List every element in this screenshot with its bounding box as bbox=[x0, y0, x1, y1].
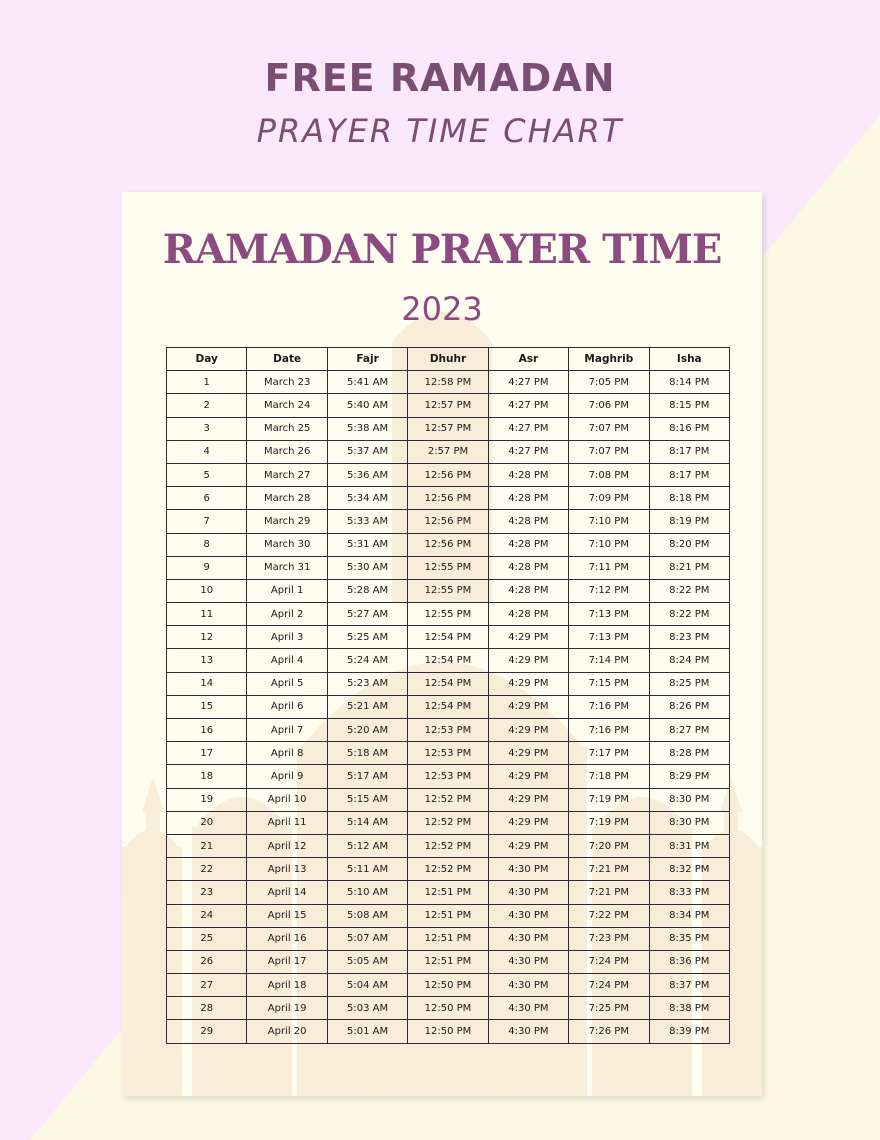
table-row bbox=[167, 950, 730, 973]
table-cell-maghrib: 7:13 PM bbox=[569, 626, 649, 649]
table-row bbox=[167, 834, 730, 857]
table-cell-date: April 10 bbox=[247, 788, 327, 811]
table-cell-maghrib: 7:08 PM bbox=[569, 463, 649, 486]
table-cell-fajr: 5:21 AM bbox=[327, 695, 407, 718]
prayer-time-sheet bbox=[122, 192, 762, 1096]
table-cell-isha: 8:19 PM bbox=[649, 510, 729, 533]
table-cell-day: 29 bbox=[167, 1020, 247, 1043]
table-cell-isha: 8:22 PM bbox=[649, 603, 729, 626]
table-cell-isha: 8:28 PM bbox=[649, 742, 729, 765]
table-cell-asr: 4:29 PM bbox=[488, 626, 568, 649]
column-header-fajr: Fajr bbox=[327, 348, 407, 371]
table-cell-dhuhr: 12:57 PM bbox=[408, 417, 488, 440]
table-cell-fajr: 5:33 AM bbox=[327, 510, 407, 533]
table-cell-dhuhr: 12:56 PM bbox=[408, 510, 488, 533]
table-cell-date: March 29 bbox=[247, 510, 327, 533]
table-cell-dhuhr: 12:54 PM bbox=[408, 672, 488, 695]
table-cell-fajr: 5:31 AM bbox=[327, 533, 407, 556]
table-cell-maghrib: 7:19 PM bbox=[569, 811, 649, 834]
table-cell-date: March 28 bbox=[247, 487, 327, 510]
column-header-asr: Asr bbox=[488, 348, 568, 371]
table-row bbox=[167, 487, 730, 510]
table-cell-asr: 4:29 PM bbox=[488, 695, 568, 718]
table-cell-day: 11 bbox=[167, 603, 247, 626]
table-cell-dhuhr: 12:54 PM bbox=[408, 626, 488, 649]
table-cell-isha: 8:25 PM bbox=[649, 672, 729, 695]
table-cell-isha: 8:27 PM bbox=[649, 719, 729, 742]
table-cell-maghrib: 7:06 PM bbox=[569, 394, 649, 417]
table-cell-isha: 8:34 PM bbox=[649, 904, 729, 927]
table-cell-date: April 11 bbox=[247, 811, 327, 834]
table-cell-maghrib: 7:18 PM bbox=[569, 765, 649, 788]
table-cell-maghrib: 7:19 PM bbox=[569, 788, 649, 811]
table-cell-asr: 4:29 PM bbox=[488, 649, 568, 672]
table-cell-dhuhr: 12:52 PM bbox=[408, 788, 488, 811]
table-cell-date: April 14 bbox=[247, 881, 327, 904]
table-cell-dhuhr: 12:55 PM bbox=[408, 603, 488, 626]
table-cell-asr: 4:30 PM bbox=[488, 904, 568, 927]
table-cell-date: March 25 bbox=[247, 417, 327, 440]
table-cell-dhuhr: 12:56 PM bbox=[408, 487, 488, 510]
table-cell-date: March 27 bbox=[247, 463, 327, 486]
column-header-isha: Isha bbox=[649, 348, 729, 371]
table-cell-fajr: 5:17 AM bbox=[327, 765, 407, 788]
table-cell-maghrib: 7:23 PM bbox=[569, 927, 649, 950]
table-row bbox=[167, 695, 730, 718]
table-cell-fajr: 5:18 AM bbox=[327, 742, 407, 765]
table-cell-fajr: 5:28 AM bbox=[327, 579, 407, 602]
table-row bbox=[167, 765, 730, 788]
table-row bbox=[167, 626, 730, 649]
table-cell-fajr: 5:34 AM bbox=[327, 487, 407, 510]
table-cell-maghrib: 7:14 PM bbox=[569, 649, 649, 672]
table-cell-dhuhr: 12:56 PM bbox=[408, 463, 488, 486]
table-cell-dhuhr: 12:55 PM bbox=[408, 556, 488, 579]
table-cell-fajr: 5:12 AM bbox=[327, 834, 407, 857]
table-cell-maghrib: 7:17 PM bbox=[569, 742, 649, 765]
column-header-date: Date bbox=[247, 348, 327, 371]
table-cell-day: 7 bbox=[167, 510, 247, 533]
table-cell-maghrib: 7:16 PM bbox=[569, 719, 649, 742]
table-cell-fajr: 5:10 AM bbox=[327, 881, 407, 904]
table-cell-isha: 8:24 PM bbox=[649, 649, 729, 672]
table-cell-date: March 23 bbox=[247, 371, 327, 394]
table-cell-asr: 4:30 PM bbox=[488, 881, 568, 904]
table-row bbox=[167, 881, 730, 904]
table-cell-asr: 4:28 PM bbox=[488, 603, 568, 626]
table-cell-day: 13 bbox=[167, 649, 247, 672]
table-cell-maghrib: 7:05 PM bbox=[569, 371, 649, 394]
table-cell-isha: 8:23 PM bbox=[649, 626, 729, 649]
table-cell-asr: 4:29 PM bbox=[488, 788, 568, 811]
table-cell-dhuhr: 12:57 PM bbox=[408, 394, 488, 417]
table-cell-asr: 4:28 PM bbox=[488, 487, 568, 510]
table-cell-maghrib: 7:15 PM bbox=[569, 672, 649, 695]
table-cell-isha: 8:31 PM bbox=[649, 834, 729, 857]
table-cell-day: 22 bbox=[167, 858, 247, 881]
table-cell-fajr: 5:01 AM bbox=[327, 1020, 407, 1043]
table-cell-date: April 3 bbox=[247, 626, 327, 649]
table-cell-day: 21 bbox=[167, 834, 247, 857]
table-cell-fajr: 5:27 AM bbox=[327, 603, 407, 626]
table-cell-dhuhr: 12:50 PM bbox=[408, 974, 488, 997]
column-header-maghrib: Maghrib bbox=[569, 348, 649, 371]
table-cell-asr: 4:30 PM bbox=[488, 997, 568, 1020]
table-cell-day: 20 bbox=[167, 811, 247, 834]
table-cell-date: April 16 bbox=[247, 927, 327, 950]
table-cell-day: 28 bbox=[167, 997, 247, 1020]
column-header-day: Day bbox=[167, 348, 247, 371]
table-row bbox=[167, 556, 730, 579]
table-cell-fajr: 5:38 AM bbox=[327, 417, 407, 440]
prayer-time-table bbox=[166, 347, 730, 1044]
table-cell-dhuhr: 12:51 PM bbox=[408, 904, 488, 927]
table-cell-dhuhr: 12:52 PM bbox=[408, 811, 488, 834]
table-cell-asr: 4:29 PM bbox=[488, 834, 568, 857]
table-cell-date: April 1 bbox=[247, 579, 327, 602]
table-cell-fajr: 5:41 AM bbox=[327, 371, 407, 394]
table-cell-asr: 4:28 PM bbox=[488, 510, 568, 533]
table-cell-isha: 8:21 PM bbox=[649, 556, 729, 579]
table-row bbox=[167, 904, 730, 927]
table-cell-maghrib: 7:22 PM bbox=[569, 904, 649, 927]
table-cell-date: April 8 bbox=[247, 742, 327, 765]
table-cell-date: March 24 bbox=[247, 394, 327, 417]
table-cell-day: 17 bbox=[167, 742, 247, 765]
table-cell-dhuhr: 12:50 PM bbox=[408, 997, 488, 1020]
table-cell-dhuhr: 2:57 PM bbox=[408, 440, 488, 463]
table-cell-fajr: 5:03 AM bbox=[327, 997, 407, 1020]
table-cell-day: 19 bbox=[167, 788, 247, 811]
table-row bbox=[167, 510, 730, 533]
table-cell-day: 12 bbox=[167, 626, 247, 649]
table-cell-dhuhr: 12:51 PM bbox=[408, 950, 488, 973]
table-row bbox=[167, 649, 730, 672]
table-cell-day: 1 bbox=[167, 371, 247, 394]
table-row bbox=[167, 719, 730, 742]
table-cell-fajr: 5:11 AM bbox=[327, 858, 407, 881]
table-cell-dhuhr: 12:54 PM bbox=[408, 649, 488, 672]
table-row bbox=[167, 603, 730, 626]
table-cell-asr: 4:29 PM bbox=[488, 742, 568, 765]
table-header-row bbox=[167, 348, 730, 371]
table-cell-date: April 9 bbox=[247, 765, 327, 788]
table-cell-date: April 17 bbox=[247, 950, 327, 973]
page-title: FREE RAMADAN bbox=[264, 56, 616, 100]
table-cell-isha: 8:32 PM bbox=[649, 858, 729, 881]
table-cell-maghrib: 7:07 PM bbox=[569, 417, 649, 440]
table-cell-date: March 30 bbox=[247, 533, 327, 556]
table-row bbox=[167, 579, 730, 602]
table-cell-asr: 4:28 PM bbox=[488, 579, 568, 602]
table-cell-asr: 4:30 PM bbox=[488, 858, 568, 881]
table-cell-isha: 8:15 PM bbox=[649, 394, 729, 417]
table-cell-day: 23 bbox=[167, 881, 247, 904]
table-row bbox=[167, 974, 730, 997]
table-row bbox=[167, 1020, 730, 1043]
table-cell-day: 8 bbox=[167, 533, 247, 556]
table-row bbox=[167, 463, 730, 486]
table-cell-isha: 8:20 PM bbox=[649, 533, 729, 556]
table-cell-day: 10 bbox=[167, 579, 247, 602]
table-cell-isha: 8:39 PM bbox=[649, 1020, 729, 1043]
table-cell-maghrib: 7:07 PM bbox=[569, 440, 649, 463]
table-cell-maghrib: 7:16 PM bbox=[569, 695, 649, 718]
table-cell-day: 6 bbox=[167, 487, 247, 510]
table-cell-dhuhr: 12:56 PM bbox=[408, 533, 488, 556]
table-cell-maghrib: 7:21 PM bbox=[569, 881, 649, 904]
table-row bbox=[167, 672, 730, 695]
table-cell-maghrib: 7:11 PM bbox=[569, 556, 649, 579]
table-row bbox=[167, 811, 730, 834]
table-cell-asr: 4:27 PM bbox=[488, 417, 568, 440]
table-cell-fajr: 5:40 AM bbox=[327, 394, 407, 417]
table-cell-isha: 8:14 PM bbox=[649, 371, 729, 394]
table-cell-fajr: 5:36 AM bbox=[327, 463, 407, 486]
table-cell-asr: 4:27 PM bbox=[488, 371, 568, 394]
table-cell-maghrib: 7:24 PM bbox=[569, 950, 649, 973]
table-cell-asr: 4:29 PM bbox=[488, 765, 568, 788]
table-cell-fajr: 5:30 AM bbox=[327, 556, 407, 579]
table-cell-fajr: 5:37 AM bbox=[327, 440, 407, 463]
table-cell-asr: 4:30 PM bbox=[488, 974, 568, 997]
table-cell-day: 24 bbox=[167, 904, 247, 927]
table-cell-day: 4 bbox=[167, 440, 247, 463]
table-row bbox=[167, 533, 730, 556]
table-cell-date: April 7 bbox=[247, 719, 327, 742]
table-cell-fajr: 5:05 AM bbox=[327, 950, 407, 973]
table-cell-dhuhr: 12:51 PM bbox=[408, 881, 488, 904]
table-cell-isha: 8:29 PM bbox=[649, 765, 729, 788]
table-cell-date: April 15 bbox=[247, 904, 327, 927]
table-cell-asr: 4:27 PM bbox=[488, 440, 568, 463]
table-row bbox=[167, 417, 730, 440]
table-cell-maghrib: 7:21 PM bbox=[569, 858, 649, 881]
sheet-title: RAMADAN PRAYER TIME bbox=[162, 226, 722, 273]
table-cell-dhuhr: 12:55 PM bbox=[408, 579, 488, 602]
table-cell-dhuhr: 12:51 PM bbox=[408, 927, 488, 950]
table-cell-day: 14 bbox=[167, 672, 247, 695]
table-cell-day: 2 bbox=[167, 394, 247, 417]
table-cell-day: 5 bbox=[167, 463, 247, 486]
table-cell-fajr: 5:20 AM bbox=[327, 719, 407, 742]
table-cell-date: April 19 bbox=[247, 997, 327, 1020]
table-row bbox=[167, 858, 730, 881]
table-cell-fajr: 5:07 AM bbox=[327, 927, 407, 950]
table-cell-isha: 8:26 PM bbox=[649, 695, 729, 718]
table-row bbox=[167, 440, 730, 463]
table-cell-maghrib: 7:20 PM bbox=[569, 834, 649, 857]
table-cell-day: 27 bbox=[167, 974, 247, 997]
table-cell-isha: 8:38 PM bbox=[649, 997, 729, 1020]
table-cell-date: April 2 bbox=[247, 603, 327, 626]
table-cell-fajr: 5:04 AM bbox=[327, 974, 407, 997]
table-cell-isha: 8:17 PM bbox=[649, 440, 729, 463]
table-cell-date: April 5 bbox=[247, 672, 327, 695]
table-cell-date: March 26 bbox=[247, 440, 327, 463]
table-row bbox=[167, 371, 730, 394]
table-cell-fajr: 5:25 AM bbox=[327, 626, 407, 649]
table-cell-maghrib: 7:26 PM bbox=[569, 1020, 649, 1043]
table-cell-asr: 4:27 PM bbox=[488, 394, 568, 417]
table-cell-isha: 8:30 PM bbox=[649, 811, 729, 834]
table-cell-maghrib: 7:24 PM bbox=[569, 974, 649, 997]
table-cell-isha: 8:22 PM bbox=[649, 579, 729, 602]
table-row bbox=[167, 997, 730, 1020]
table-cell-day: 25 bbox=[167, 927, 247, 950]
table-cell-asr: 4:30 PM bbox=[488, 927, 568, 950]
table-cell-maghrib: 7:13 PM bbox=[569, 603, 649, 626]
table-cell-asr: 4:30 PM bbox=[488, 1020, 568, 1043]
table-cell-maghrib: 7:12 PM bbox=[569, 579, 649, 602]
table-cell-asr: 4:28 PM bbox=[488, 556, 568, 579]
table-cell-isha: 8:37 PM bbox=[649, 974, 729, 997]
table-cell-dhuhr: 12:53 PM bbox=[408, 765, 488, 788]
table-row bbox=[167, 927, 730, 950]
table-cell-day: 9 bbox=[167, 556, 247, 579]
table-cell-fajr: 5:23 AM bbox=[327, 672, 407, 695]
table-cell-maghrib: 7:25 PM bbox=[569, 997, 649, 1020]
table-cell-isha: 8:36 PM bbox=[649, 950, 729, 973]
table-cell-dhuhr: 12:53 PM bbox=[408, 719, 488, 742]
column-header-dhuhr: Dhuhr bbox=[408, 348, 488, 371]
table-cell-asr: 4:28 PM bbox=[488, 463, 568, 486]
table-cell-date: April 4 bbox=[247, 649, 327, 672]
table-row bbox=[167, 394, 730, 417]
table-cell-isha: 8:16 PM bbox=[649, 417, 729, 440]
table-cell-asr: 4:28 PM bbox=[488, 533, 568, 556]
table-cell-dhuhr: 12:52 PM bbox=[408, 834, 488, 857]
table-cell-fajr: 5:24 AM bbox=[327, 649, 407, 672]
table-cell-dhuhr: 12:54 PM bbox=[408, 695, 488, 718]
table-cell-dhuhr: 12:53 PM bbox=[408, 742, 488, 765]
table-cell-asr: 4:29 PM bbox=[488, 672, 568, 695]
table-cell-day: 16 bbox=[167, 719, 247, 742]
table-cell-maghrib: 7:10 PM bbox=[569, 510, 649, 533]
table-cell-date: April 12 bbox=[247, 834, 327, 857]
table-row bbox=[167, 788, 730, 811]
table-cell-dhuhr: 12:50 PM bbox=[408, 1020, 488, 1043]
table-cell-date: April 18 bbox=[247, 974, 327, 997]
table-cell-asr: 4:30 PM bbox=[488, 950, 568, 973]
table-cell-maghrib: 7:09 PM bbox=[569, 487, 649, 510]
table-cell-dhuhr: 12:58 PM bbox=[408, 371, 488, 394]
table-row bbox=[167, 742, 730, 765]
table-cell-day: 3 bbox=[167, 417, 247, 440]
table-cell-date: April 20 bbox=[247, 1020, 327, 1043]
table-cell-day: 18 bbox=[167, 765, 247, 788]
table-cell-maghrib: 7:10 PM bbox=[569, 533, 649, 556]
table-cell-fajr: 5:15 AM bbox=[327, 788, 407, 811]
table-cell-isha: 8:30 PM bbox=[649, 788, 729, 811]
table-cell-day: 15 bbox=[167, 695, 247, 718]
table-cell-isha: 8:18 PM bbox=[649, 487, 729, 510]
table-cell-isha: 8:33 PM bbox=[649, 881, 729, 904]
table-cell-asr: 4:29 PM bbox=[488, 719, 568, 742]
table-body bbox=[167, 371, 730, 1043]
table-cell-fajr: 5:14 AM bbox=[327, 811, 407, 834]
table-cell-date: April 6 bbox=[247, 695, 327, 718]
page-subtitle: PRAYER TIME CHART bbox=[256, 112, 624, 150]
table-cell-isha: 8:35 PM bbox=[649, 927, 729, 950]
table-cell-fajr: 5:08 AM bbox=[327, 904, 407, 927]
table-cell-isha: 8:17 PM bbox=[649, 463, 729, 486]
table-cell-date: April 13 bbox=[247, 858, 327, 881]
table-cell-day: 26 bbox=[167, 950, 247, 973]
sheet-year: 2023 bbox=[401, 290, 483, 328]
table-cell-date: March 31 bbox=[247, 556, 327, 579]
table-cell-asr: 4:29 PM bbox=[488, 811, 568, 834]
table-cell-dhuhr: 12:52 PM bbox=[408, 858, 488, 881]
